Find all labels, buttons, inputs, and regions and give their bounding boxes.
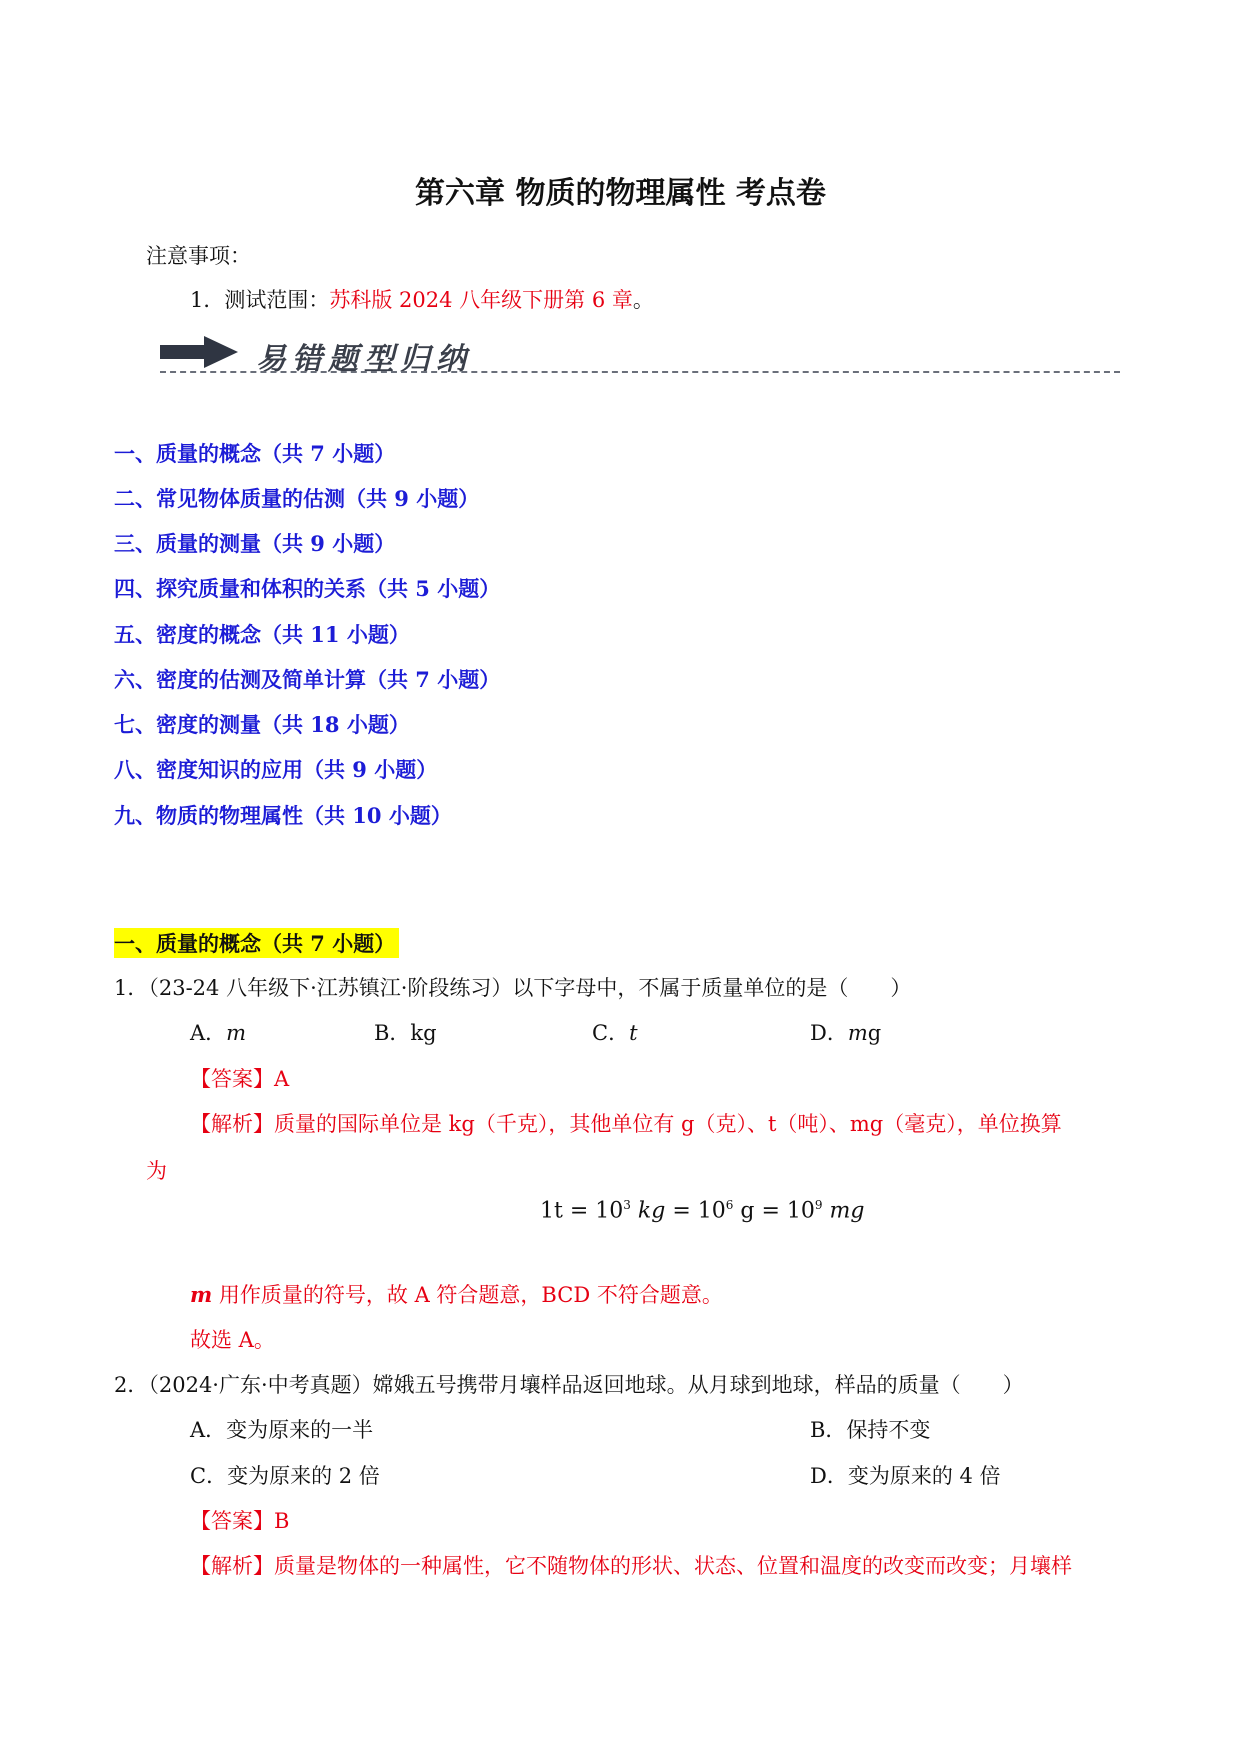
toc-item: 二、常见物体质量的估测（共 9 小题） bbox=[114, 486, 480, 511]
formula-unit: kg bbox=[630, 1198, 666, 1224]
formula-unit: mg bbox=[822, 1198, 865, 1224]
q1-option-a bbox=[190, 1017, 246, 1047]
unit-conversion-formula bbox=[540, 1198, 864, 1223]
question-2-stem: 2．（2024·广东·中考真题）嫦娥五号携带月壤样品返回地球。从月球到地球，样品的质量（ ） bbox=[114, 1373, 1024, 1397]
formula-part: g = 10 bbox=[733, 1198, 815, 1224]
q1-option-b: B．kg bbox=[374, 1021, 437, 1045]
q2-answer: 【答案】B bbox=[190, 1509, 290, 1533]
analysis-text: 用作质量的符号，故 A 符合题意，BCD 不符合题意。 bbox=[212, 1283, 723, 1307]
option-value: m bbox=[226, 1021, 247, 1045]
notes-heading: 注意事项： bbox=[146, 244, 251, 268]
option-label: D． bbox=[810, 1021, 848, 1045]
q1-option-d bbox=[810, 1017, 881, 1047]
q2-option-d: D．变为原来的 4 倍 bbox=[810, 1464, 1001, 1488]
toc-item: 四、探究质量和体积的关系（共 5 小题） bbox=[114, 576, 501, 601]
formula-exponent: 9 bbox=[814, 1198, 823, 1212]
note-value: 苏科版 2024 八年级下册第 6 章 bbox=[329, 288, 633, 312]
option-label: A． bbox=[190, 1021, 227, 1045]
q1-analysis-line: 【解析】质量的国际单位是 kg（千克），其他单位有 g（克）、t（吨）、mg（毫克），单位换算 bbox=[190, 1112, 1062, 1136]
question-1-stem: 1．（23-24 八年级下·江苏镇江·阶段练习）以下字母中，不属于质量单位的是（ ） bbox=[114, 976, 912, 1000]
formula-exponent: 3 bbox=[623, 1198, 631, 1212]
symbol-m: m bbox=[190, 1282, 213, 1307]
option-value: t bbox=[629, 1021, 638, 1045]
section-heading: 一、质量的概念（共 7 小题） bbox=[114, 928, 399, 958]
option-value: m bbox=[847, 1021, 868, 1045]
toc-item: 七、密度的测量（共 18 小题） bbox=[114, 712, 410, 737]
arrow-icon bbox=[160, 336, 240, 368]
q2-option-a: A．变为原来的一半 bbox=[190, 1418, 374, 1442]
formula-exponent: 6 bbox=[725, 1198, 734, 1212]
option-value: g bbox=[867, 1021, 882, 1045]
q1-option-c bbox=[592, 1017, 638, 1047]
q1-answer: 【答案】A bbox=[190, 1067, 290, 1091]
q2-option-c: C．变为原来的 2 倍 bbox=[190, 1464, 380, 1488]
formula-part: = 10 bbox=[665, 1198, 726, 1224]
note-suffix: 。 bbox=[632, 288, 654, 312]
note-prefix: 1．测试范围： bbox=[190, 288, 330, 312]
note-test-scope bbox=[190, 284, 654, 314]
page-title: 第六章 物质的物理属性 考点卷 bbox=[415, 176, 826, 211]
toc-item: 三、质量的测量（共 9 小题） bbox=[114, 531, 396, 556]
q1-conclusion: 故选 A。 bbox=[190, 1328, 275, 1352]
q2-analysis-line: 【解析】质量是物体的一种属性，它不随物体的形状、状态、位置和温度的改变而改变；月壤样 bbox=[190, 1554, 1072, 1578]
section-banner bbox=[160, 332, 1120, 382]
toc-item: 一、质量的概念（共 7 小题） bbox=[114, 441, 396, 466]
option-label: C． bbox=[592, 1021, 630, 1045]
formula-part: 1t = 10 bbox=[540, 1198, 624, 1224]
toc-item: 五、密度的概念（共 11 小题） bbox=[114, 622, 410, 647]
toc-item: 六、密度的估测及简单计算（共 7 小题） bbox=[114, 667, 501, 692]
toc-item: 九、物质的物理属性（共 10 小题） bbox=[114, 803, 452, 828]
toc-item: 八、密度知识的应用（共 9 小题） bbox=[114, 757, 438, 782]
banner-title: 易错题型归纳 bbox=[256, 342, 472, 377]
q1-analysis-line bbox=[190, 1279, 723, 1309]
banner-divider bbox=[160, 371, 1120, 373]
q1-analysis-line: 为 bbox=[146, 1159, 167, 1183]
q2-option-b: B．保持不变 bbox=[810, 1418, 931, 1442]
